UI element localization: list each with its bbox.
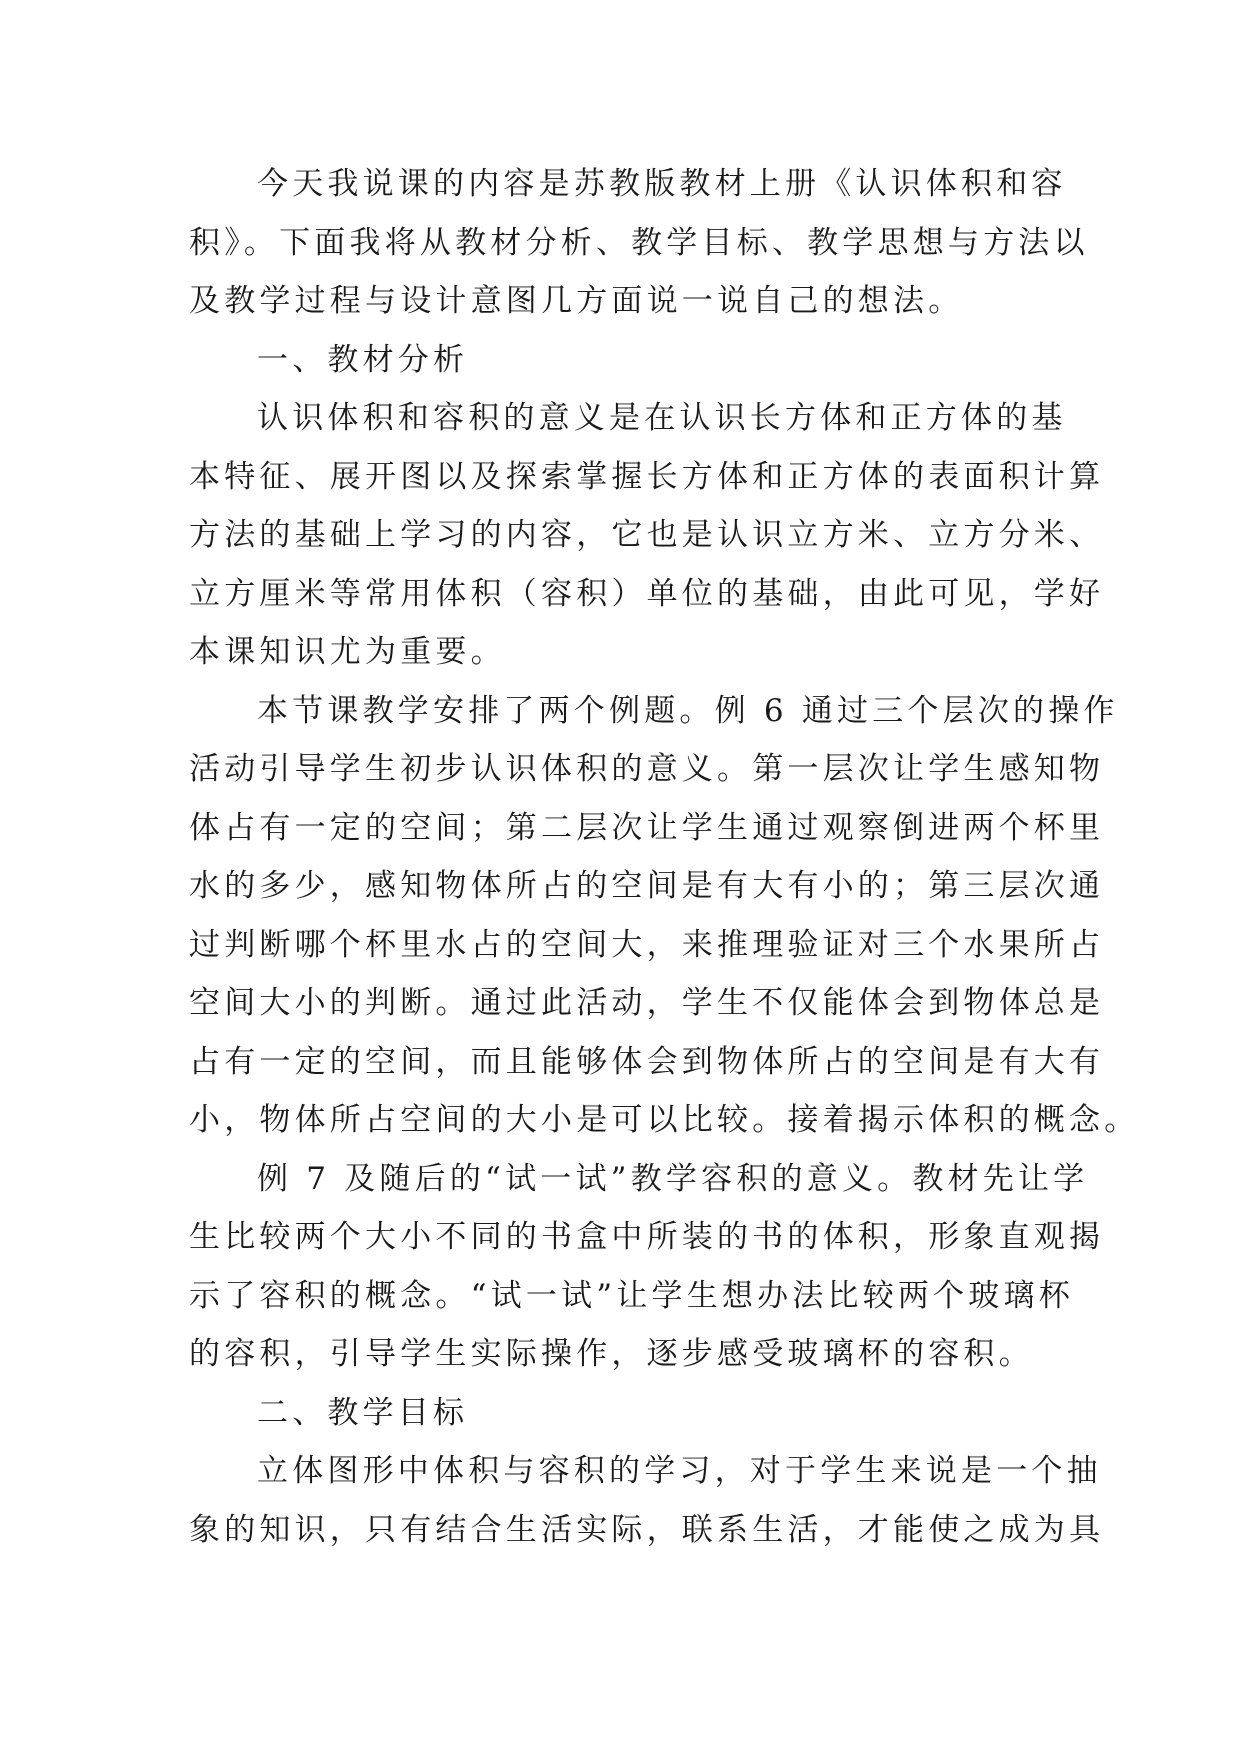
text-line: 本节课教学安排了两个例题。例 6 通过三个层次的操作 bbox=[257, 692, 1119, 729]
text-line: 立体图形中体积与容积的学习，对于学生来说是一个抽 bbox=[257, 1453, 1102, 1489]
text-line: 水的多少，感知物体所占的空间是有大有小的；第三层次通 bbox=[189, 868, 1105, 904]
text-line: 例 7 及随后的“试一试”教学容积的意义。教材先让学 bbox=[257, 1160, 1089, 1197]
text-line: 示了容积的概念。“试一试”让学生想办法比较两个玻璃杯 bbox=[189, 1277, 1074, 1314]
text-line: 生比较两个大小不同的书盒中所装的书的体积，形象直观揭 bbox=[189, 1219, 1105, 1255]
text-line: 小，物体所占空间的大小是可以比较。接着揭示体积的概念。 bbox=[189, 1102, 1140, 1138]
text-line: 二、教学目标 bbox=[257, 1394, 469, 1431]
text-line: 占有一定的空间，而且能够体会到物体所占的空间是有大有 bbox=[189, 1043, 1105, 1080]
text-line: 体占有一定的空间；第二层次让学生通过观察倒进两个杯里 bbox=[189, 809, 1105, 846]
body-text bbox=[189, 155, 1140, 1559]
text-line: 及教学过程与设计意图几方面说一说自己的想法。 bbox=[189, 283, 964, 319]
text-line: 空间大小的判断。通过此活动，学生不仅能体会到物体总是 bbox=[189, 985, 1105, 1021]
text-line: 立方厘米等常用体积（容积）单位的基础，由此可见，学好 bbox=[189, 575, 1105, 612]
text-line: 活动引导学生初步认识体积的意义。第一层次让学生感知物 bbox=[189, 751, 1105, 787]
text-line: 过判断哪个杯里水占的空间大，来推理验证对三个水果所占 bbox=[189, 926, 1105, 963]
text-line: 一、教材分析 bbox=[257, 341, 469, 378]
text-line: 认识体积和容积的意义是在认识长方体和正方体的基 bbox=[257, 400, 1067, 436]
text-line: 今天我说课的内容是苏教版教材上册《认识体积和容 bbox=[257, 166, 1067, 202]
text-line: 方法的基础上学习的内容，它也是认识立方米、立方分米、 bbox=[189, 517, 1105, 553]
text-line: 积》。下面我将从教材分析、教学目标、教学思想与方法以 bbox=[189, 224, 1089, 261]
text-line: 本特征、展开图以及探索掌握长方体和正方体的表面积计算 bbox=[189, 458, 1105, 495]
text-line: 本课知识尤为重要。 bbox=[189, 634, 506, 670]
text-line: 象的知识，只有结合生活实际，联系生活，才能使之成为具 bbox=[189, 1511, 1105, 1548]
text-line: 的容积，引导学生实际操作，逐步感受玻璃杯的容积。 bbox=[189, 1336, 1034, 1372]
